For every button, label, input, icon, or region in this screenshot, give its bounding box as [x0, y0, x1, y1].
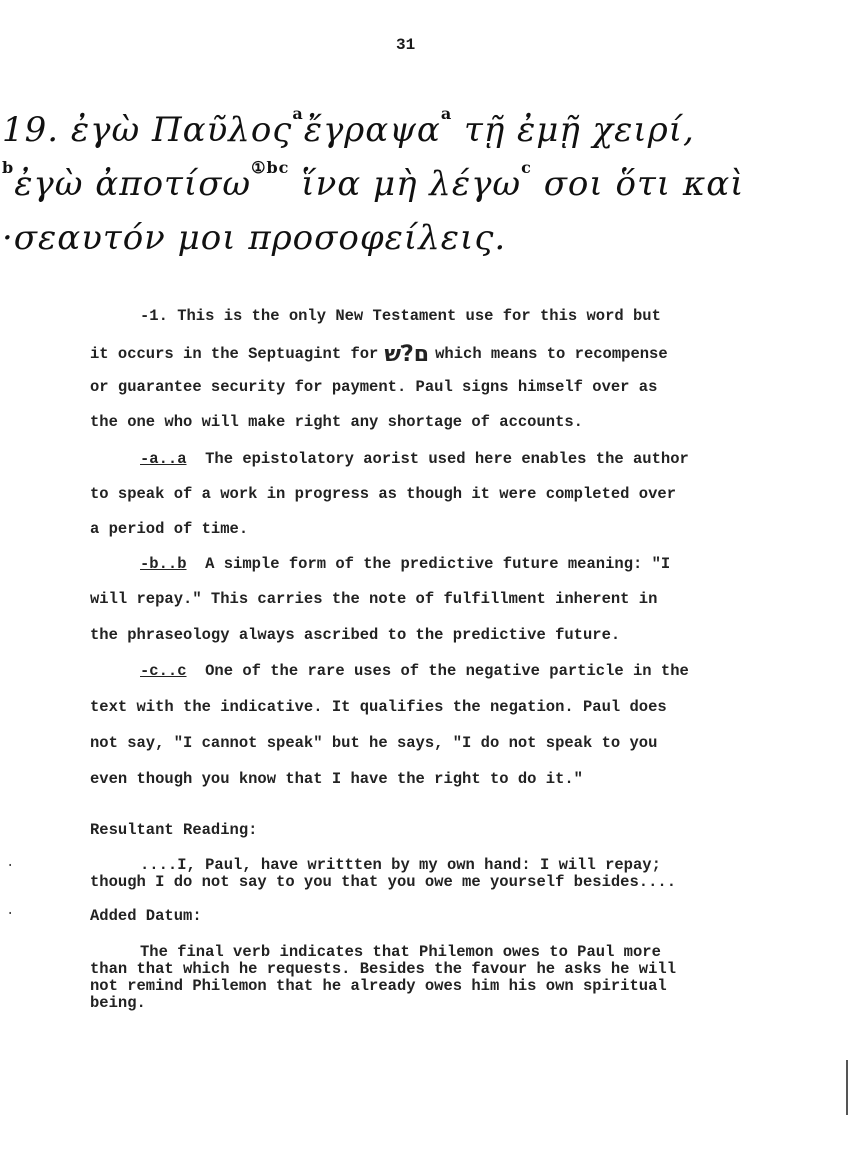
hebrew-word: ם?שׁ: [384, 342, 430, 367]
note-1-line: or guarantee security for payment. Paul signs himself over as: [90, 378, 658, 396]
resultant-line: ....I, Paul, have writtten by my own hand: I will repay;: [140, 856, 661, 874]
resultant-line: though I do not say to you that you owe me yourself besides....: [90, 873, 676, 891]
note-a-line: [140, 450, 689, 468]
added-line: than that which he requests. Besides the favour he asks he will: [90, 960, 676, 978]
note-text: A simple form of the predictive future meaning: "I: [205, 555, 671, 573]
margin-dot: ·: [6, 858, 15, 874]
note-text: which means to recompense: [435, 345, 668, 363]
note-c-line: not say, "I cannot speak" but he says, "I do not speak to you: [90, 734, 658, 752]
added-line: not remind Philemon that he already owes him his own spiritual: [90, 977, 667, 995]
note-text: One of the rare uses of the negative particle in the: [205, 662, 689, 680]
note-text: it occurs in the Septuagint for: [90, 345, 379, 363]
note-c-line: [140, 662, 689, 680]
note-marker: -b..b: [140, 555, 187, 573]
footnote-marker: c: [278, 158, 290, 177]
note-b-line: the phraseology always ascribed to the predictive future.: [90, 626, 621, 644]
footnote-marker: a: [292, 104, 304, 123]
note-1-line: the one who will make right any shortage of accounts.: [90, 413, 583, 431]
greek-verse-line-1: [2, 104, 695, 150]
page-number: 31: [396, 36, 416, 54]
added-line: being.: [90, 994, 146, 1012]
note-1-line: [90, 342, 668, 367]
footnote-marker: c: [521, 158, 532, 177]
footnote-marker: ①b: [251, 158, 279, 177]
verse-number: 19.: [2, 110, 60, 150]
note-c-line: text with the indicative. It qualifies the negation. Paul does: [90, 698, 667, 716]
greek-text: ἐγὼ Παῦλος: [70, 110, 293, 150]
note-a-line: a period of time.: [90, 520, 249, 538]
note-marker: -c..c: [140, 662, 187, 680]
note-1-line: -1. This is the only New Testament use for this word but: [140, 307, 661, 325]
greek-verse-line-2: [2, 158, 745, 204]
footnote-marker: a: [440, 104, 453, 123]
note-a-line: to speak of a work in progress as though it were completed over: [90, 485, 676, 503]
greek-verse-line-3: ·σεαυτόν μοι προσοφείλεις.: [2, 218, 507, 258]
greek-text: ἐγὼ ἀποτίσω: [14, 164, 252, 204]
note-marker: -a..a: [140, 450, 187, 468]
greek-text: σοι ὅτι καὶ: [543, 164, 745, 204]
section-heading: Resultant Reading:: [90, 821, 258, 839]
note-b-line: [140, 555, 670, 573]
greek-text: ἵνα μὴ λέγω: [301, 164, 522, 204]
greek-text: ἔγραψα: [303, 110, 441, 150]
note-b-line: will repay." This carries the note of fulfillment inherent in: [90, 590, 658, 608]
added-line: The final verb indicates that Philemon owes to Paul more: [140, 943, 661, 961]
note-text: The epistolatory aorist used here enables the author: [205, 450, 689, 468]
footnote-marker: b: [2, 158, 15, 177]
margin-dot: ·: [6, 906, 15, 922]
note-c-line: even though you know that I have the right to do it.": [90, 770, 583, 788]
scan-edge-mark: [846, 1060, 848, 1115]
greek-text: τῇ ἐμῇ χειρί,: [464, 110, 695, 150]
section-heading: Added Datum:: [90, 907, 202, 925]
